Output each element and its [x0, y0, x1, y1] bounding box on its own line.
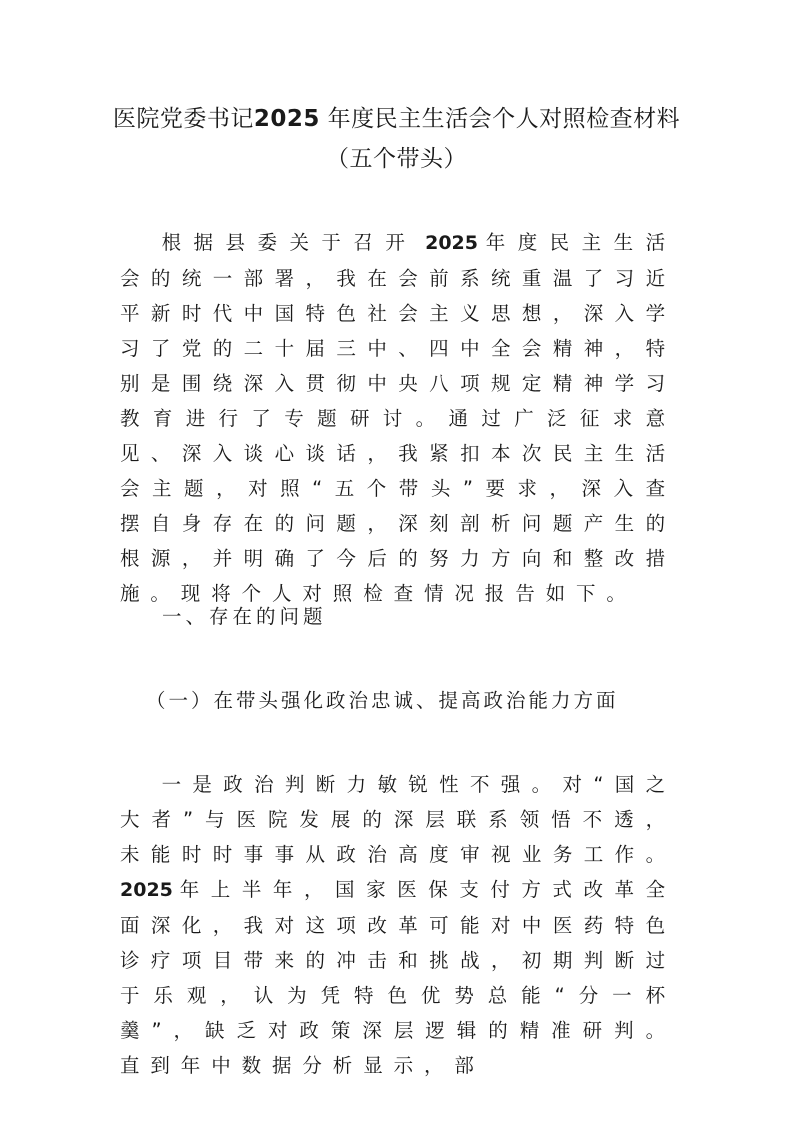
body-year: 2025	[120, 879, 173, 901]
document-title	[110, 99, 683, 179]
body-paragraph	[120, 767, 676, 1083]
subsection-heading: （一）在带头强化政治忠诚、提高政治能力方面	[146, 689, 619, 712]
intro-text-a: 根据县委关于召开	[161, 231, 418, 254]
intro-year: 2025	[425, 232, 478, 254]
title-prefix: 医院党委书记	[112, 106, 254, 132]
section-heading: 一、存在的问题	[162, 605, 327, 628]
intro-paragraph	[120, 225, 676, 611]
body-text-b: 年上半年，国家医保支付方式改革全面深化，我对这项改革可能对中医药特色诊疗项目带来的冲击和挑战，初期判断过于乐观，认为凭特色优势总能“分一杯羹”，缺乏对政策深层逻辑的精准研判。直到年中数据分析显示，部	[120, 878, 676, 1077]
title-year: 2025	[253, 106, 320, 132]
intro-text-b: 年度民主生活会的统一部署，我在会前系统重温了习近平新时代中国特色社会主义思想，深入学习了党的二十届三中、四中全会精神，特别是围绕深入贯彻中央八项规定精神学习教育进行了专题研讨。通过广泛征求意见、深入谈心谈话，我紧扣本次民主生活会主题，对照“五个带头”要求，深入查摆自身存在的问题，深刻剖析问题产生的根源，并明确了今后的努力方向和整改措施。现将个人对照检查情况报告如下。	[120, 231, 676, 605]
body-text-a: 一是政治判断力敏锐性不强。对“国之大者”与医院发展的深层联系领悟不透，未能时时事事从政治高度审视业务工作。	[120, 773, 676, 866]
title-suffix: 年度民主生活会个人对照检查材料（五个带头）	[319, 106, 681, 172]
